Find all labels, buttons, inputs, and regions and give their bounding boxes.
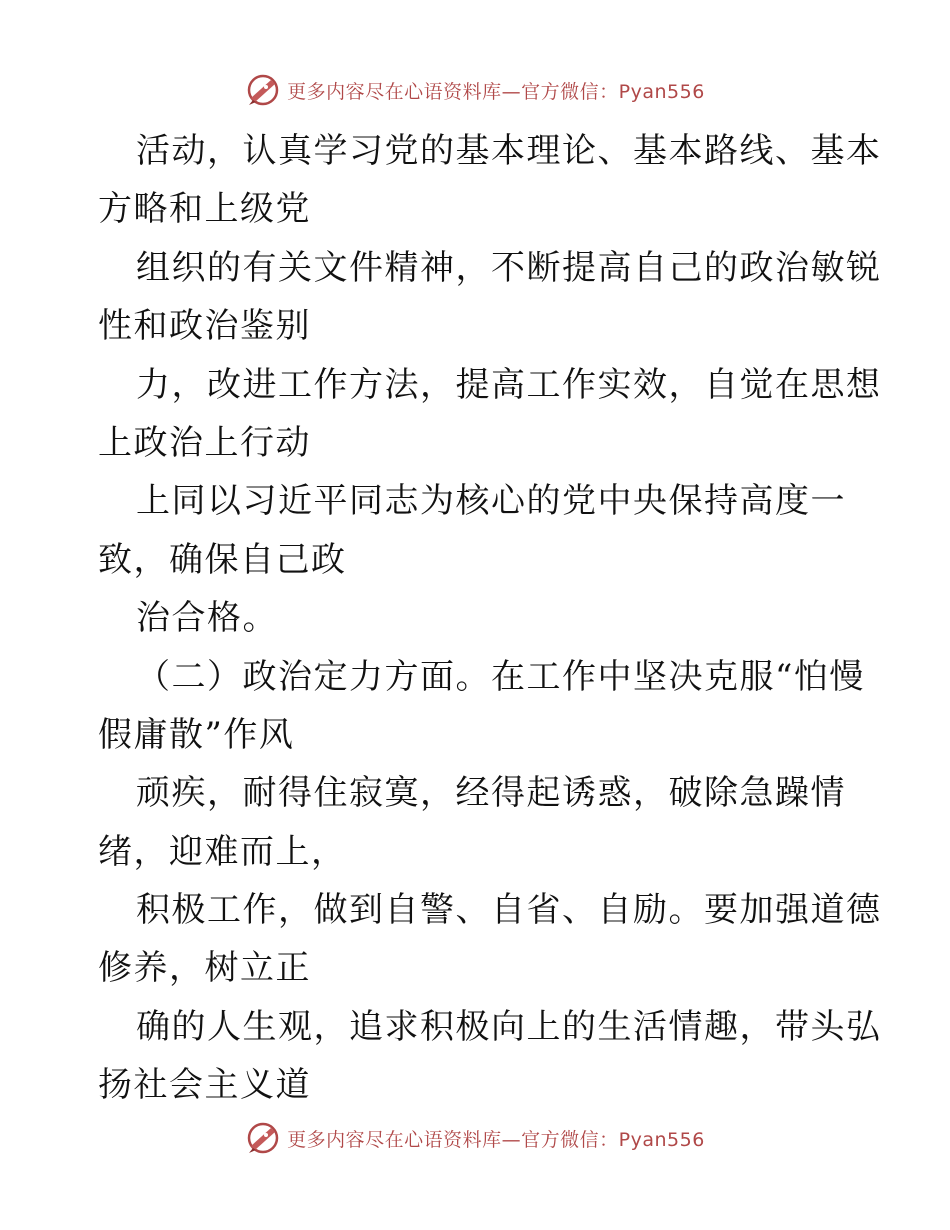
text-line: 扬社会主义道 bbox=[98, 1065, 311, 1106]
text-line: 修养，树立正 bbox=[98, 948, 311, 989]
text-line: 力，改进工作方法，提高工作实效，自觉在思想 bbox=[136, 364, 882, 405]
text-line: 致，确保自己政 bbox=[98, 539, 347, 580]
document-body bbox=[98, 122, 882, 1115]
text-line: 绪，迎难而上， bbox=[98, 831, 347, 872]
text-line: 上政治上行动 bbox=[98, 422, 311, 463]
header-watermark-banner bbox=[0, 70, 950, 110]
text-line: 顽疾，耐得住寂寞，经得起诱惑，破除急躁情 bbox=[136, 773, 846, 814]
watermark-text: 更多内容尽在心语资料库—官方微信：Pyan556 bbox=[287, 80, 705, 103]
text-line: 方略和上级党 bbox=[98, 189, 311, 230]
watermark-text: 更多内容尽在心语资料库—官方微信：Pyan556 bbox=[287, 1128, 705, 1151]
text-line: 性和政治鉴别 bbox=[98, 306, 311, 347]
footer-watermark-banner bbox=[0, 1118, 950, 1158]
text-line: 假庸散”作风 bbox=[98, 714, 295, 755]
text-line: 组织的有关文件精神，不断提高自己的政治敏锐 bbox=[136, 247, 882, 288]
text-line: 活动，认真学习党的基本理论、基本路线、基本 bbox=[136, 131, 882, 171]
text-line: 确的人生观，追求积极向上的生活情趣，带头弘 bbox=[136, 1006, 882, 1047]
pen-nib-logo-icon bbox=[245, 1120, 281, 1156]
text-line: 上同以习近平同志为核心的党中央保持高度一 bbox=[136, 481, 846, 522]
text-line: 积极工作，做到自警、自省、自励。要加强道德 bbox=[136, 890, 882, 931]
pen-nib-logo-icon bbox=[245, 72, 281, 108]
text-line: （二）政治定力方面。在工作中坚决克服“怕慢 bbox=[136, 656, 865, 697]
text-line: 治合格。 bbox=[136, 598, 278, 639]
